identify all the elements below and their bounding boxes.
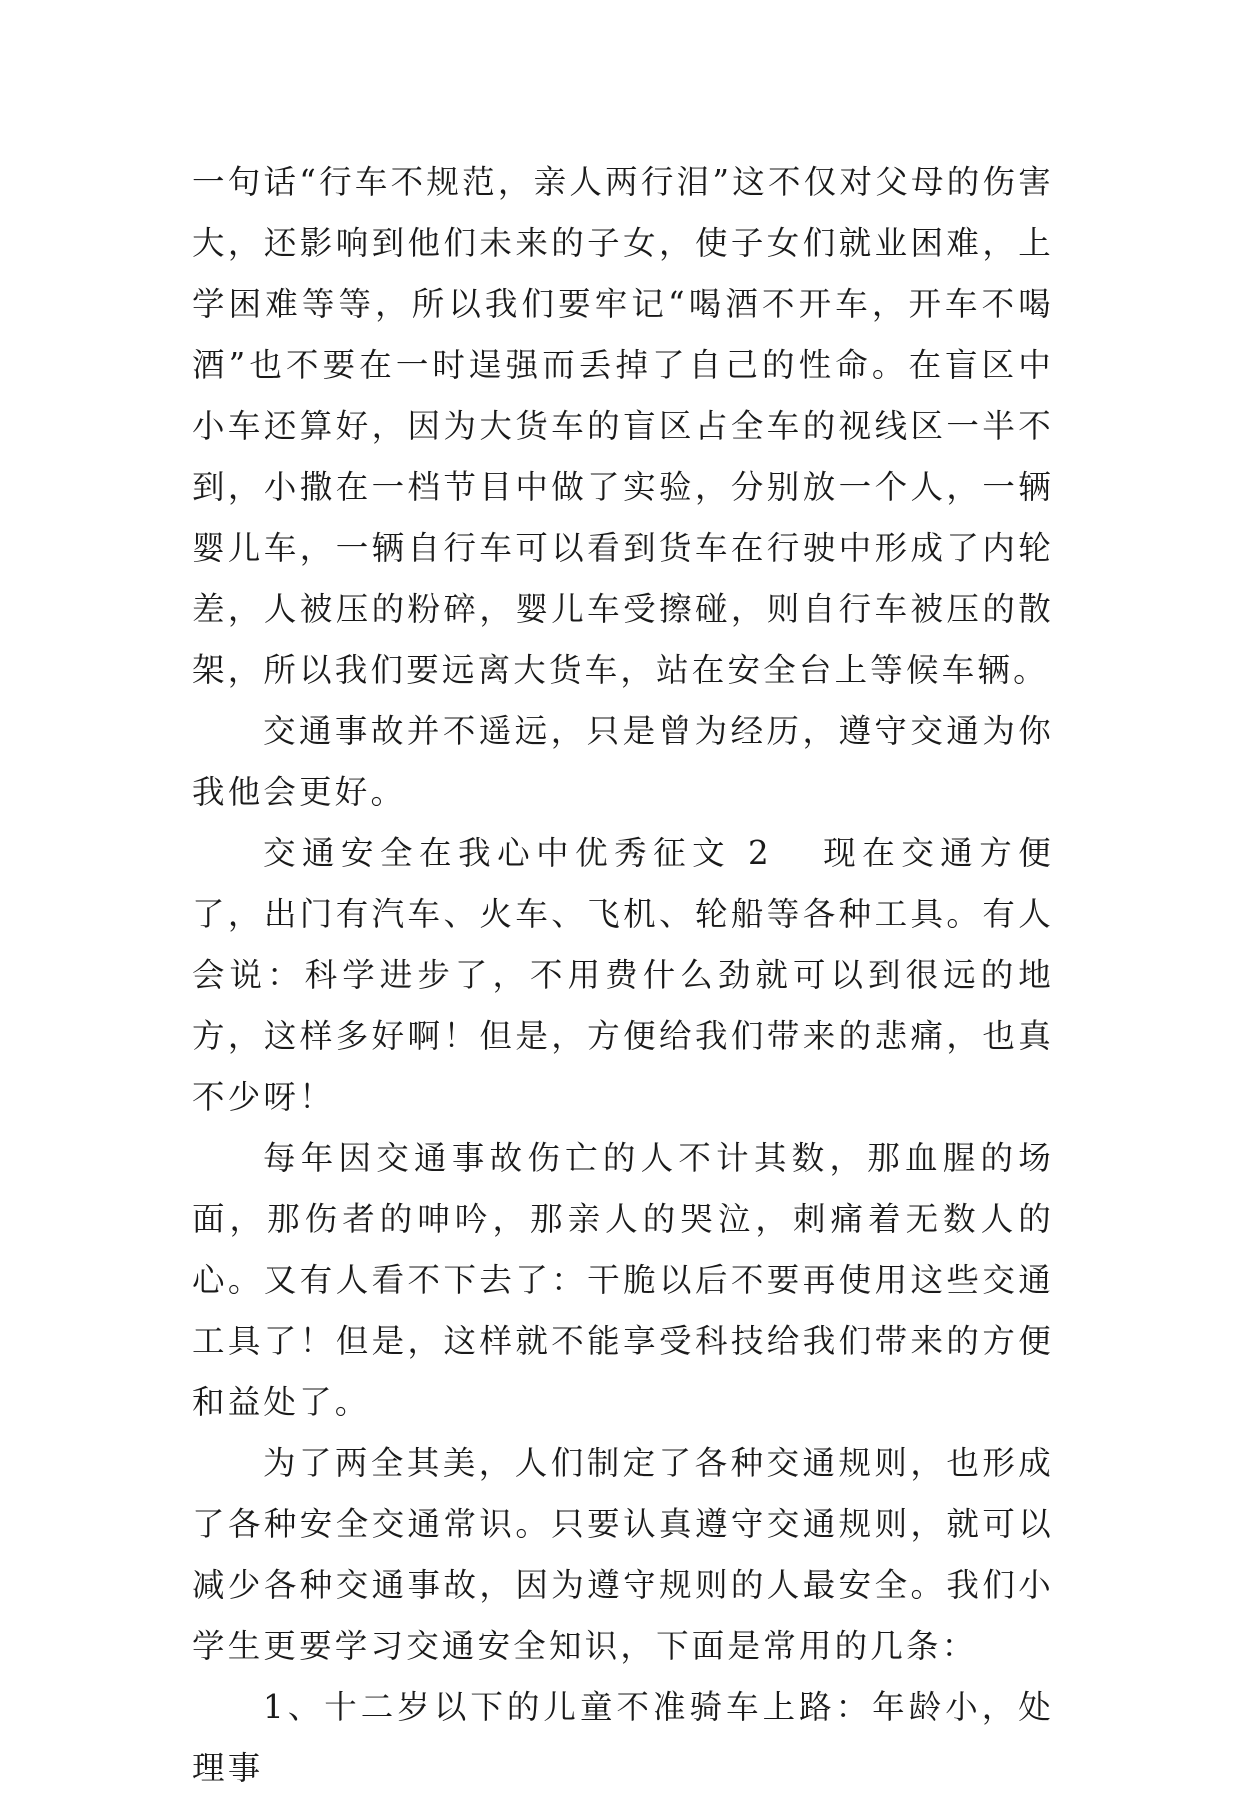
paragraph-5: 为了两全其美，人们制定了各种交通规则，也形成了各种安全交通常识。只要认真遵守交通规则，就可以减少各种交通事故，因为遵守规则的人最安全。我们小学生更要学习交通安全知识，下面是常用的几条：: [192, 1444, 1054, 1665]
paragraph-6: 1、十二岁以下的儿童不准骑车上路：年龄小，处理事: [192, 1688, 1054, 1787]
paragraph-3-text: 现在交通方便了，出门有汽车、火车、飞机、轮船等各种工具。有人会说：科学进步了，不用费什么劲就可以到很远的地方，这样多好啊！但是，方便给我们带来的悲痛，也真不少呀！: [192, 834, 1054, 1116]
paragraph-3: [192, 823, 1054, 1128]
paragraph-4: 每年因交通事故伤亡的人不计其数，那血腥的场面，那伤者的呻吟，那亲人的哭泣，刺痛着无数人的心。又有人看不下去了：干脆以后不要再使用这些交通工具了！但是，这样就不能享受科技给我们带来的方便和益处了。: [192, 1139, 1054, 1421]
document-body: [192, 152, 1054, 1799]
paragraph-2: 交通事故并不遥远，只是曾为经历，遵守交通为你我他会更好。: [192, 712, 1054, 811]
essay-title: 交通安全在我心中优秀征文 2: [263, 834, 772, 872]
paragraph-1: 一句话“行车不规范，亲人两行泪”这不仅对父母的伤害大，还影响到他们未来的子女，使子女们就业困难，上学困难等等，所以我们要牢记“喝酒不开车，开车不喝酒”也不要在一时逞强而丢掉了自己的性命。在盲区中小车还算好，因为大货车的盲区占全车的视线区一半不到，小撒在一档节目中做了实验，分别放一个人，一辆婴儿车，一辆自行车可以看到货车在行驶中形成了内轮差，人被压的粉碎，婴儿车受擦碰，则自行车被压的散架，所以我们要远离大货车，站在安全台上等候车辆。: [192, 163, 1054, 689]
